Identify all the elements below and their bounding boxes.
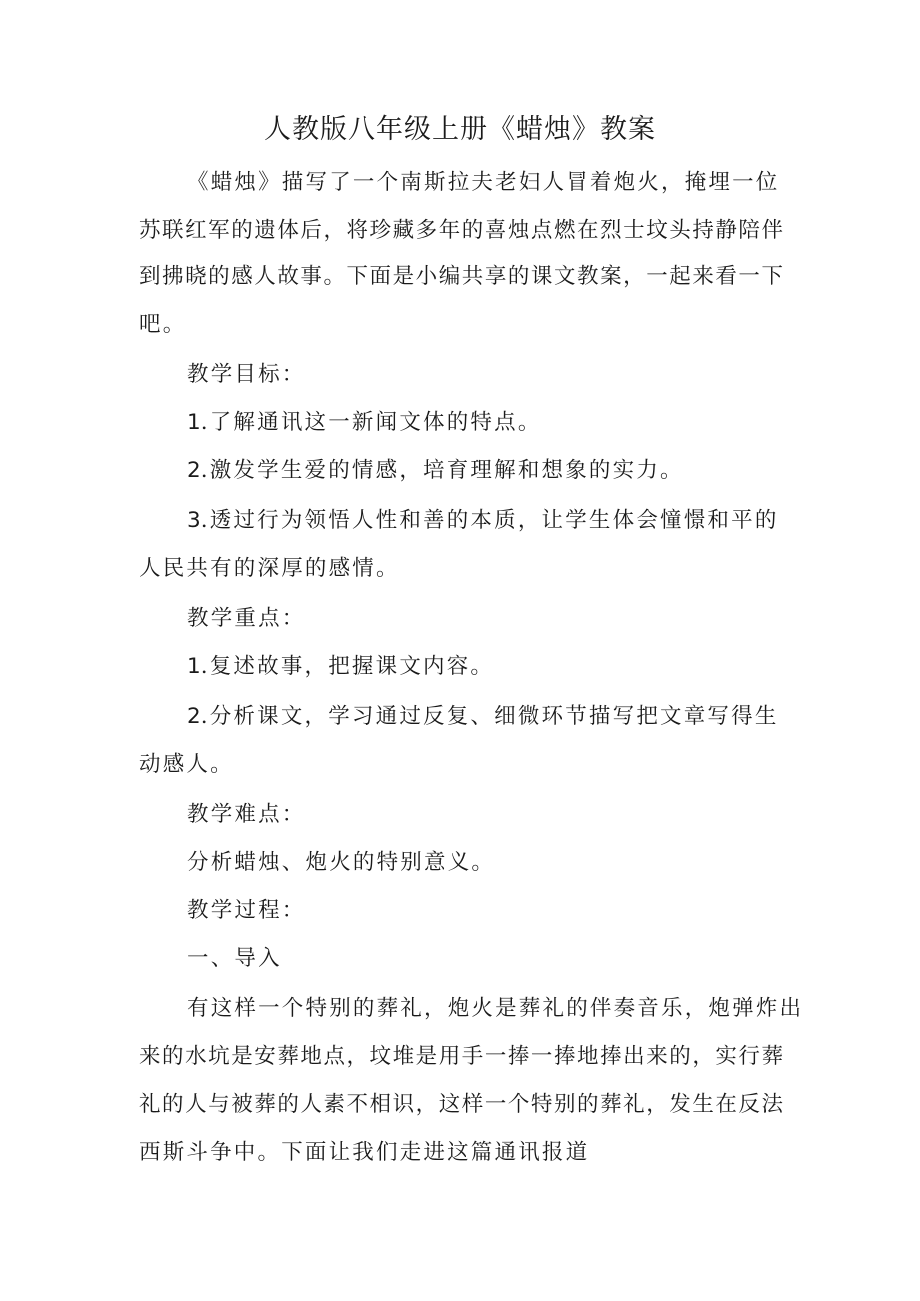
objective-1-text: .了解通讯这一新闻文体的特点。: [200, 410, 542, 435]
process-heading: 教学过程：: [187, 898, 306, 923]
intro-line-3: 到拂晓的感人故事。下面是小编共享的课文教案，一起来看一下: [139, 264, 783, 289]
objective-1: [187, 408, 542, 438]
section-1-line-4: 西斯斗争中。下面让我们走进这篇通讯报道: [139, 1140, 590, 1165]
objective-2-number: 2: [187, 458, 201, 483]
keypoint-2: [187, 702, 779, 732]
difficulty-heading: 教学难点：: [187, 802, 306, 827]
difficulty-text: 分析蜡烛、炮火的特别意义。: [187, 850, 496, 875]
intro-line-1: 《蜡烛》描写了一个南斯拉夫老妇人冒着炮火，掩埋一位: [187, 170, 780, 195]
objective-1-number: 1: [187, 410, 201, 435]
section-1-line-2: 来的水坑是安葬地点，坟堆是用手一捧一捧地捧出来的，实行葬: [139, 1044, 783, 1069]
objective-2: [187, 456, 684, 486]
objective-3-text-line-2: 人民共有的深厚的感情。: [139, 556, 400, 581]
keypoint-2-number: 2: [187, 704, 201, 729]
objective-3: [187, 506, 779, 536]
objective-2-text: .激发学生爱的情感，培育理解和想象的实力。: [200, 458, 684, 483]
keypoint-1-text: .复述故事，把握课文内容。: [200, 654, 495, 679]
section-1-line-1: 有这样一个特别的葬礼，炮火是葬礼的伴奏音乐，炮弹炸出: [187, 996, 804, 1021]
section-1-heading: 一、导入: [187, 946, 282, 971]
keypoint-2-text-line-2: 动感人。: [139, 752, 234, 777]
keypoint-1-number: 1: [187, 654, 201, 679]
objective-3-number: 3: [187, 508, 201, 533]
document-title: 人教版八年级上册《蜡烛》教案: [264, 114, 656, 145]
keypoint-1: [187, 652, 494, 682]
keypoints-heading: 教学重点：: [187, 606, 306, 631]
intro-line-2: 苏联红军的遗体后，将珍藏多年的喜烛点燃在烈士坟头持静陪伴: [139, 218, 783, 243]
objectives-heading: 教学目标：: [187, 362, 306, 387]
keypoint-2-text-line-1: .分析课文，学习通过反复、细微环节描写把文章写得生: [200, 704, 779, 729]
intro-line-4: 吧。: [139, 312, 187, 337]
section-1-line-3: 礼的人与被葬的人素不相识，这样一个特别的葬礼，发生在反法: [139, 1092, 783, 1117]
objective-3-text-line-1: .透过行为领悟人性和善的本质，让学生体会憧憬和平的: [200, 508, 779, 533]
